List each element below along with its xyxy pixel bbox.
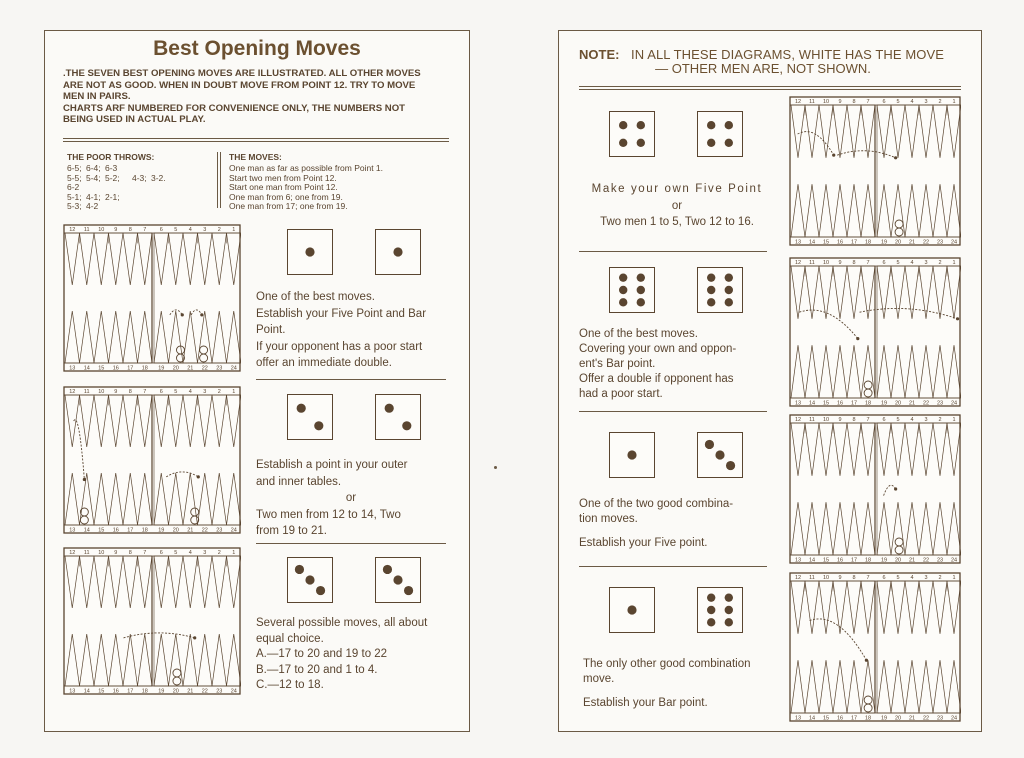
- die-pip: [297, 404, 306, 413]
- poor-throw-row: [67, 202, 170, 212]
- point-number: 21: [908, 400, 916, 407]
- point-number: 20: [894, 239, 902, 246]
- point-number: 24: [950, 715, 958, 722]
- die-pip: [383, 565, 392, 574]
- die-pip: [637, 298, 645, 306]
- arrow-head: [894, 487, 897, 490]
- point-number: 13: [794, 400, 802, 407]
- die-pip: [619, 121, 627, 129]
- point-number: 23: [936, 557, 944, 564]
- poor-throw: 5-4;: [86, 172, 101, 183]
- arrow-head: [193, 636, 196, 639]
- point-number: 9: [838, 260, 842, 266]
- arrow-head: [197, 475, 200, 478]
- binding-dot: [494, 466, 497, 469]
- point-number: 4: [188, 227, 192, 233]
- poor-throw: 5-3;: [67, 201, 82, 211]
- point-number: 10: [822, 417, 830, 423]
- point-number: 17: [127, 527, 134, 534]
- arrow-head: [181, 313, 184, 316]
- point-number: 7: [866, 417, 870, 423]
- board-diagram: [63, 547, 241, 695]
- point-number: 8: [852, 417, 856, 423]
- moves-list: [229, 164, 383, 212]
- point-number: 24: [230, 365, 237, 372]
- point-number: 9: [838, 417, 842, 423]
- point-number: 18: [864, 715, 872, 722]
- die: [287, 394, 333, 440]
- die-pip: [707, 121, 715, 129]
- point-number: 10: [822, 260, 830, 266]
- point-number: 8: [128, 389, 132, 395]
- point-number: 19: [158, 527, 165, 534]
- point-number: 10: [98, 227, 105, 233]
- die-pip: [637, 286, 645, 294]
- die-pip: [726, 461, 735, 470]
- point-number: 16: [836, 400, 844, 407]
- point-number: 10: [98, 550, 105, 556]
- die-pip: [305, 575, 314, 584]
- point-number: 7: [866, 260, 870, 266]
- arrow-head: [200, 313, 203, 316]
- point-number: 20: [172, 527, 179, 534]
- die: [375, 229, 421, 275]
- move-item: One man from 17; one from 19.: [229, 201, 348, 211]
- move-description: Make your own Five Point or Two men 1 to 5, Two 12 to 16.: [591, 183, 763, 228]
- point-number: 22: [922, 239, 930, 246]
- point-number: 1: [232, 389, 236, 395]
- die-pip: [707, 593, 715, 601]
- point-number: 3: [203, 227, 207, 233]
- section-divider: [579, 566, 767, 567]
- intro-text: .THE SEVEN BEST OPENING MOVES ARE ILLUSTRATED. ALL OTHER MOVES ARE NOT AS GOOD. WHEN IN DOUBT MOVE FROM POINT 12. TRY TO MOVE MEN IN PAIRS. CHARTS ARF NUMBERED FOR CONVENIENCE ONLY, THE NUMBERS NOT BEING USED IN ACTUAL PLAY.: [63, 68, 421, 125]
- die-pip: [295, 565, 304, 574]
- die-pip: [619, 273, 627, 281]
- die-pip: [705, 440, 714, 449]
- point-number: 17: [850, 400, 858, 407]
- page-title: Best Opening Moves: [153, 37, 361, 60]
- point-number: 19: [880, 557, 888, 564]
- poor-throw-row: [67, 193, 170, 203]
- point-number: 10: [822, 575, 830, 581]
- die: [375, 557, 421, 603]
- note-divider: [579, 86, 961, 90]
- board-diagram: [63, 224, 241, 372]
- board-diagram: [789, 414, 961, 564]
- point-number: 7: [143, 550, 147, 556]
- point-number: 17: [850, 715, 858, 722]
- point-number: 18: [864, 557, 872, 564]
- die-pip: [402, 421, 411, 430]
- point-number: 16: [112, 527, 119, 534]
- point-number: 24: [950, 239, 958, 246]
- die-pip: [707, 606, 715, 614]
- die-pip: [707, 139, 715, 147]
- point-number: 10: [98, 389, 105, 395]
- point-number: 13: [69, 688, 76, 695]
- poor-throws-header: THE POOR THROWS:: [67, 152, 155, 162]
- die-pip: [627, 450, 636, 459]
- point-number: 5: [174, 227, 178, 233]
- point-number: 12: [69, 389, 76, 395]
- point-number: 1: [952, 417, 956, 423]
- point-number: 21: [187, 527, 194, 534]
- board-diagram: [789, 572, 961, 722]
- point-number: 14: [808, 715, 816, 722]
- point-number: 15: [98, 365, 105, 372]
- arrow-head: [865, 659, 868, 662]
- point-number: 11: [809, 417, 815, 423]
- point-number: 4: [188, 389, 192, 395]
- point-number: 10: [822, 99, 830, 105]
- move-description: One of the best moves. Covering your own and oppon- ent's Bar point. Offer a double if opponent has had a poor start.: [579, 328, 737, 400]
- point-number: 6: [159, 389, 163, 395]
- moves-header: THE MOVES:: [229, 152, 282, 162]
- point-number: 5: [896, 417, 900, 423]
- point-number: 2: [217, 227, 221, 233]
- point-number: 18: [864, 239, 872, 246]
- die-pip: [637, 273, 645, 281]
- point-number: 16: [836, 557, 844, 564]
- point-number: 22: [201, 527, 208, 534]
- point-number: 14: [83, 527, 90, 534]
- point-number: 3: [924, 575, 928, 581]
- point-number: 14: [808, 239, 816, 246]
- move-description: Establish a point in your outer and inner tables. or Two men from 12 to 14, Two from 19 to 21.: [256, 459, 408, 537]
- point-number: 5: [896, 260, 900, 266]
- point-number: 13: [69, 365, 76, 372]
- die-pip: [715, 450, 724, 459]
- die-pip: [627, 605, 636, 614]
- poor-throw: 4-2: [86, 201, 99, 211]
- point-number: 21: [187, 688, 194, 695]
- point-number: 4: [188, 550, 192, 556]
- point-number: 4: [910, 260, 914, 266]
- point-number: 21: [908, 557, 916, 564]
- point-number: 23: [936, 400, 944, 407]
- die-pip: [637, 139, 645, 147]
- die: [609, 111, 655, 157]
- point-number: 23: [936, 239, 944, 246]
- point-number: 12: [69, 227, 76, 233]
- point-number: 18: [141, 688, 148, 695]
- die-pip: [725, 286, 733, 294]
- point-number: 6: [882, 417, 886, 423]
- die: [287, 557, 333, 603]
- point-number: 12: [794, 417, 802, 423]
- die-pip: [725, 139, 733, 147]
- arrow-head: [832, 154, 835, 157]
- die-pip: [725, 121, 733, 129]
- point-number: 17: [127, 688, 134, 695]
- poor-throw: 6-5;: [67, 163, 82, 173]
- die-pip: [316, 586, 325, 595]
- point-number: 15: [98, 527, 105, 534]
- point-number: 5: [174, 550, 178, 556]
- point-number: 23: [216, 527, 223, 534]
- die: [609, 432, 655, 478]
- die: [287, 229, 333, 275]
- point-number: 2: [938, 417, 942, 423]
- poor-throw: 4-3;: [132, 172, 147, 183]
- note-label: NOTE:: [579, 47, 620, 62]
- point-number: 15: [822, 715, 830, 722]
- board-diagram: [789, 257, 961, 407]
- left-page: [44, 30, 470, 732]
- section-divider: [579, 251, 767, 252]
- point-number: 9: [114, 550, 118, 556]
- point-number: 2: [938, 575, 942, 581]
- section-divider: [579, 411, 767, 412]
- point-number: 4: [910, 575, 914, 581]
- die: [375, 394, 421, 440]
- section-divider: [256, 543, 446, 544]
- point-number: 4: [910, 417, 914, 423]
- point-number: 9: [114, 227, 118, 233]
- poor-throw: 5-5;: [67, 172, 82, 183]
- point-number: 21: [187, 365, 194, 372]
- die-pip: [707, 286, 715, 294]
- move-description: Several possible moves, all about equal choice. A.—17 to 20 and 19 to 22 B.—17 to 20 and 1 to 4. C.—12 to 18.: [256, 617, 428, 691]
- point-number: 11: [809, 260, 815, 266]
- point-number: 6: [882, 99, 886, 105]
- point-number: 21: [908, 239, 916, 246]
- column-divider: [217, 152, 221, 208]
- point-number: 16: [112, 365, 119, 372]
- point-number: 9: [838, 99, 842, 105]
- point-number: 12: [794, 99, 802, 105]
- note-line-1: IN ALL THESE DIAGRAMS, WHITE HAS THE MOVE: [631, 47, 945, 62]
- point-number: 8: [852, 99, 856, 105]
- point-number: 3: [203, 389, 207, 395]
- point-number: 5: [174, 389, 178, 395]
- move-description: One of the two good combina- tion moves. Establish your Five point.: [579, 498, 734, 549]
- point-number: 14: [83, 688, 90, 695]
- point-number: 20: [172, 365, 179, 372]
- point-number: 12: [69, 550, 76, 556]
- point-number: 1: [232, 227, 236, 233]
- point-number: 14: [808, 400, 816, 407]
- point-number: 20: [894, 557, 902, 564]
- move-description: The only other good combination move. Establish your Bar point.: [583, 658, 751, 709]
- die-pip: [619, 286, 627, 294]
- point-number: 21: [908, 715, 916, 722]
- point-number: 3: [924, 99, 928, 105]
- die-pip: [707, 273, 715, 281]
- arrow-head: [956, 317, 959, 320]
- move-description: One of the best moves. Establish your Five Point and Bar Point. If your opponent has a poor start offer an immediate double.: [256, 291, 427, 369]
- point-number: 12: [794, 575, 802, 581]
- point-number: 2: [938, 99, 942, 105]
- die-pip: [637, 121, 645, 129]
- die-pip: [725, 273, 733, 281]
- poor-throw: 3-2.: [151, 172, 166, 183]
- board-diagram: [63, 386, 241, 534]
- die-pip: [725, 606, 733, 614]
- point-number: 19: [880, 239, 888, 246]
- point-number: 9: [114, 389, 118, 395]
- point-number: 15: [822, 400, 830, 407]
- point-number: 3: [203, 550, 207, 556]
- die-pip: [619, 139, 627, 147]
- point-number: 14: [808, 557, 816, 564]
- poor-throw: 5-2;: [105, 172, 120, 183]
- point-number: 17: [850, 557, 858, 564]
- point-number: 8: [128, 550, 132, 556]
- note-line-2: — OTHER MEN ARE, NOT SHOWN.: [655, 61, 871, 76]
- point-number: 18: [141, 527, 148, 534]
- point-number: 19: [880, 715, 888, 722]
- point-number: 6: [159, 550, 163, 556]
- die-pip: [707, 618, 715, 626]
- poor-throws-list: [67, 164, 170, 212]
- point-number: 11: [809, 99, 815, 105]
- point-number: 8: [128, 227, 132, 233]
- point-number: 23: [216, 688, 223, 695]
- point-number: 3: [924, 417, 928, 423]
- die-pip: [393, 575, 402, 584]
- die: [609, 267, 655, 313]
- die: [609, 587, 655, 633]
- point-number: 24: [230, 688, 237, 695]
- point-number: 6: [882, 575, 886, 581]
- point-number: 7: [866, 99, 870, 105]
- point-number: 9: [838, 575, 842, 581]
- point-number: 5: [896, 575, 900, 581]
- point-number: 24: [230, 527, 237, 534]
- move-item: Start two men from Point 12.: [229, 172, 337, 183]
- die-pip: [385, 404, 394, 413]
- point-number: 12: [794, 260, 802, 266]
- point-number: 8: [852, 575, 856, 581]
- point-number: 6: [882, 260, 886, 266]
- die-pip: [393, 247, 402, 256]
- point-number: 23: [936, 715, 944, 722]
- point-number: 11: [809, 575, 815, 581]
- point-number: 16: [836, 715, 844, 722]
- point-number: 2: [217, 389, 221, 395]
- move-item: Start one man from Point 12.: [229, 182, 338, 192]
- die-pip: [314, 421, 323, 430]
- point-number: 16: [112, 688, 119, 695]
- die-pip: [725, 593, 733, 601]
- point-number: 15: [98, 688, 105, 695]
- poor-throw: 6-3: [105, 163, 118, 173]
- arrow-head: [894, 156, 897, 159]
- section-divider: [256, 379, 446, 380]
- point-number: 11: [83, 389, 90, 395]
- point-number: 11: [83, 227, 90, 233]
- point-number: 14: [83, 365, 90, 372]
- point-number: 13: [794, 557, 802, 564]
- die-pip: [725, 298, 733, 306]
- die: [697, 111, 743, 157]
- poor-throw: 6-4;: [86, 163, 101, 173]
- intro-divider: [63, 138, 449, 142]
- point-number: 7: [866, 575, 870, 581]
- point-number: 18: [141, 365, 148, 372]
- point-number: 17: [127, 365, 134, 372]
- point-number: 22: [922, 557, 930, 564]
- point-number: 15: [822, 557, 830, 564]
- point-number: 22: [201, 365, 208, 372]
- point-number: 7: [143, 227, 147, 233]
- arrow-head: [83, 478, 86, 481]
- point-number: 3: [924, 260, 928, 266]
- point-number: 2: [217, 550, 221, 556]
- poor-throw: 4-1;: [86, 191, 101, 202]
- point-number: 23: [216, 365, 223, 372]
- point-number: 20: [894, 715, 902, 722]
- point-number: 1: [952, 99, 956, 105]
- poor-throw: 6-2: [67, 182, 80, 192]
- move-item: One man as far as possible from Point 1.: [229, 163, 384, 173]
- point-number: 16: [836, 239, 844, 246]
- die-pip: [707, 298, 715, 306]
- point-number: 22: [201, 688, 208, 695]
- point-number: 19: [158, 365, 165, 372]
- point-number: 24: [950, 400, 958, 407]
- die: [697, 267, 743, 313]
- point-number: 15: [822, 239, 830, 246]
- right-page: [558, 30, 982, 732]
- poor-throw: 5-1;: [67, 191, 82, 202]
- move-item: One man from 6; one from 19.: [229, 191, 343, 202]
- point-number: 13: [794, 715, 802, 722]
- point-number: 20: [894, 400, 902, 407]
- point-number: 20: [172, 688, 179, 695]
- point-number: 1: [952, 575, 956, 581]
- point-number: 7: [143, 389, 147, 395]
- die-pip: [404, 586, 413, 595]
- board-diagram: [789, 96, 961, 246]
- point-number: 8: [852, 260, 856, 266]
- point-number: 17: [850, 239, 858, 246]
- point-number: 19: [880, 400, 888, 407]
- die-pip: [619, 298, 627, 306]
- point-number: 1: [232, 550, 236, 556]
- point-number: 22: [922, 715, 930, 722]
- point-number: 6: [159, 227, 163, 233]
- point-number: 13: [69, 527, 76, 534]
- die: [697, 432, 743, 478]
- point-number: 13: [794, 239, 802, 246]
- die: [697, 587, 743, 633]
- point-number: 24: [950, 557, 958, 564]
- point-number: 5: [896, 99, 900, 105]
- point-number: 2: [938, 260, 942, 266]
- arrow-head: [856, 337, 859, 340]
- point-number: 22: [922, 400, 930, 407]
- point-number: 18: [864, 400, 872, 407]
- die-pip: [305, 247, 314, 256]
- point-number: 11: [83, 550, 90, 556]
- poor-throw: 2-1;: [105, 191, 120, 202]
- point-number: 1: [952, 260, 956, 266]
- point-number: 19: [158, 688, 165, 695]
- point-number: 4: [910, 99, 914, 105]
- poor-throw-row: [67, 174, 170, 184]
- die-pip: [725, 618, 733, 626]
